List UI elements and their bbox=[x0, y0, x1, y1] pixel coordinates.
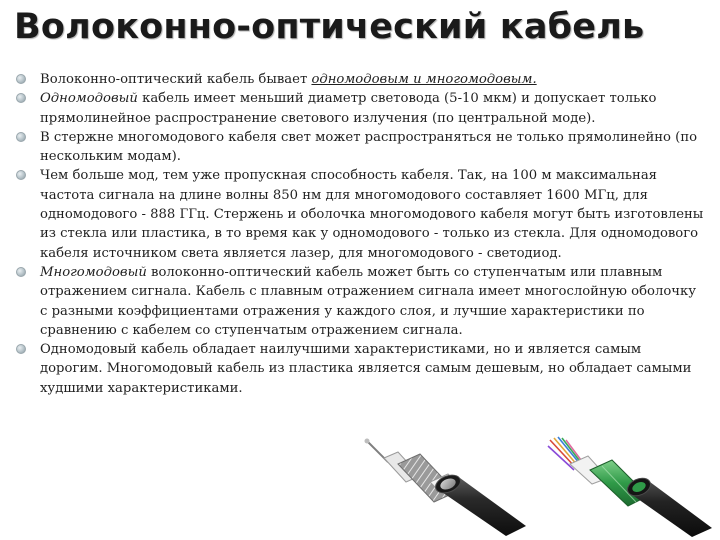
bullet-dot-icon bbox=[16, 170, 26, 180]
bullet-emphasis: Многомодовый bbox=[40, 264, 147, 280]
bullet-item bbox=[14, 70, 704, 89]
slide-title: Волоконно-оптический кабель bbox=[14, 7, 645, 47]
bullet-dot-icon bbox=[16, 93, 26, 103]
bullet-dot-icon bbox=[16, 267, 26, 277]
bullet-item bbox=[14, 128, 704, 167]
bullet-text: Одномодовый кабель обладает наилучшими характеристиками, но и является самым дорогим. Многомодовый кабель из пластика является самым дешевым, но обладает самыми худшими характеристиками. bbox=[40, 342, 692, 396]
multi-mode-cable-image bbox=[540, 434, 715, 538]
bullet-dot-icon bbox=[16, 344, 26, 354]
bullet-item bbox=[14, 89, 704, 128]
bullet-text: Волоконно-оптический кабель бывает bbox=[40, 72, 312, 87]
bullet-emphasis: Одномодовый bbox=[40, 91, 138, 107]
bullet-item bbox=[14, 166, 704, 262]
bullet-text: Чем больше мод, тем уже пропускная способность кабеля. Так, на 100 м максимальная частота сигнала на длине волны 850 нм для многомодового составляет 1600 МГц, для одномодового - 888 ГГц. Стержень и оболочка многомодового кабеля могут быть изготовлены из стекла или пластика, в то время как у одномодового - только из стекла. Для одномодового кабеля источником света является лазер, для многомодового - светодиод. bbox=[40, 168, 704, 261]
bullet-dot-icon bbox=[16, 132, 26, 142]
bullet-text: волоконно-оптический кабель может быть со ступенчатым или плавным отражением сигнала. Кабель с плавным отражением сигнала имеет многослойную оболочку с разными коэффициентами отражения у каждого слоя, и лучшие характеристики по сравнению с кабелем со ступенчатым отражением сигнала. bbox=[40, 264, 697, 338]
bullet-text: кабель имеет меньший диаметр световода (5-10 мкм) и допускает только прямолинейное распространение светового излучения (по центральной моде). bbox=[40, 91, 657, 126]
single-mode-cable-image bbox=[340, 434, 530, 538]
bullet-dot-icon bbox=[16, 74, 26, 84]
bullet-list bbox=[14, 70, 704, 398]
bullet-item bbox=[14, 340, 704, 398]
bullet-emphasis: одномодовым и многомодовым. bbox=[311, 72, 537, 87]
bullet-text: В стержне многомодового кабеля свет может распространяться не только прямолинейно (по нескольким модам). bbox=[40, 129, 698, 165]
bullet-item bbox=[14, 263, 704, 340]
